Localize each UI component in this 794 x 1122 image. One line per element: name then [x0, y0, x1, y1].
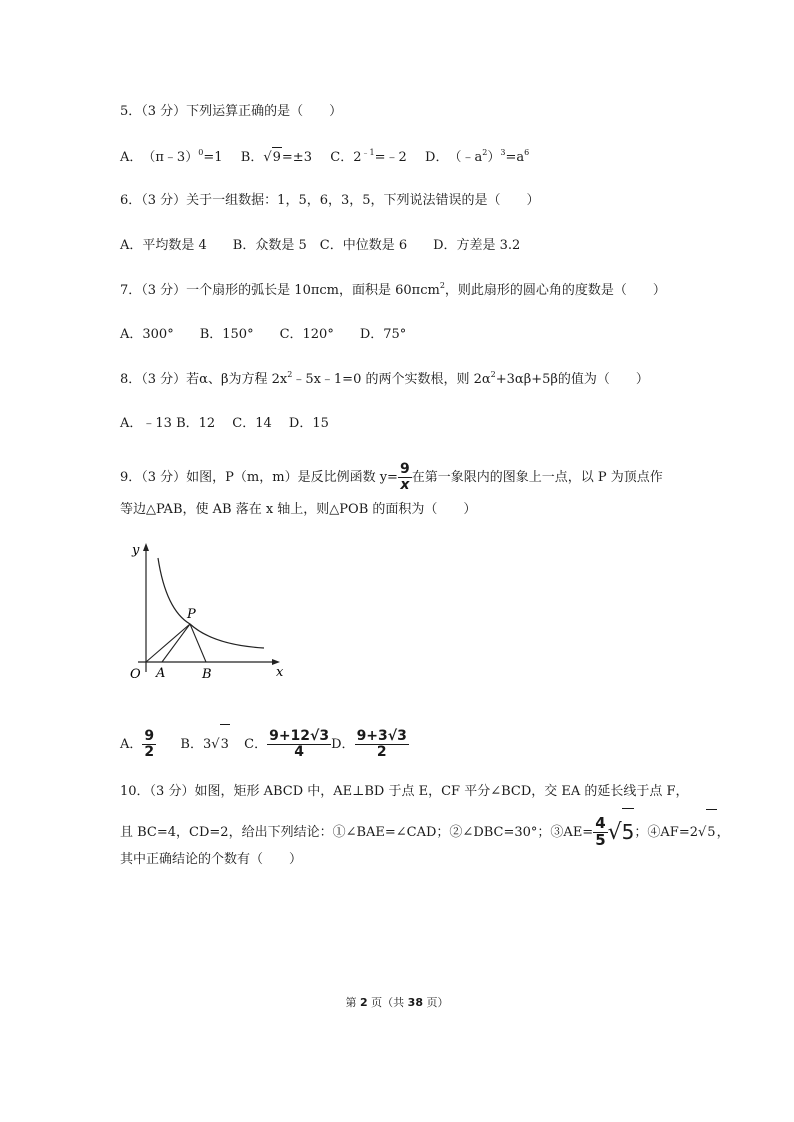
sqrt-symbol: √9 — [263, 147, 282, 168]
fraction-9-over-x: $\frac{9}{x}$ — [399, 461, 410, 493]
label-o: O — [130, 667, 141, 682]
q6-stem: 6．（3 分）关于一组数据：1，5，6，3，5，下列说法错误的是（ ） — [120, 193, 540, 208]
q10-line1: 10．（3 分）如图，矩形 ABCD 中，AE⊥BD 于点 E，CF 平分∠BCD，交 EA 的延长线于点 F， — [120, 784, 689, 799]
sqrt-symbol: √5 — [608, 808, 635, 856]
label-x: x — [276, 665, 284, 680]
q10-line3: 其中正确结论的个数有（ ） — [120, 852, 303, 867]
q8-options: A．﹣13 B．12 C．14 D．15 — [120, 416, 329, 431]
q9-options: A． $\frac{9}{2}$ B．3√3 C． $\frac{9+12√3}{4}$ D． $\frac{9+3√3}{2}$ — [120, 724, 409, 765]
q9-stem-line2: 等边△PAB，使 AB 落在 x 轴上，则△POB 的面积为（ ） — [120, 502, 477, 517]
hyperbola-curve — [158, 558, 264, 648]
q10-line2: 且 BC=4，CD=2，给出下列结论：①∠BAE=∠CAD；②∠DBC=30°；③AE= $\frac{4}{5}$ √5；④AF=2√5， — [120, 808, 730, 856]
q9-stem: 9．（3 分）如图，P（m，m）是反比例函数 y= $\frac{9}{x}$ 在第一象限内的图象上一点，以 P 为顶点作 — [120, 461, 663, 493]
segment-pa — [162, 624, 190, 662]
page-footer: 第 2 页（共 38 页） — [345, 996, 449, 1009]
sqrt-symbol: √5 — [698, 809, 717, 856]
fraction-option-c: $\frac{9+12√3}{4}$ — [269, 728, 330, 760]
q8-stem: 8．（3 分）若α、β为方程 $2x^2﹣5x﹣1=0$ 的两个实数根，则 $2\alpha^2+3\alpha\beta+5\beta$的值为（ ） — [120, 370, 649, 387]
label-b: B — [202, 667, 212, 682]
segment-op — [146, 624, 190, 662]
q7-stem: 7．（3 分）一个扇形的弧长是 10πcm，面积是 60πcm$^2$，则此扇形的圆心角的度数是（ ） — [120, 281, 666, 298]
fraction-option-d: $\frac{9+3√3}{2}$ — [356, 728, 407, 760]
y-axis-arrow — [143, 543, 149, 551]
label-p: P — [187, 607, 196, 622]
sqrt-symbol: √3 — [211, 724, 230, 765]
fraction-4-over-5: $\frac{4}{5}$ — [595, 813, 606, 849]
q7-options: A．300° B．150° C．120° D．75° — [120, 327, 407, 342]
label-y: y — [132, 543, 140, 558]
q5-stem: 5．（3 分）下列运算正确的是（ ） — [120, 104, 343, 119]
q6-options: A．平均数是 4 B．众数是 5 C．中位数是 6 D．方差是 3.2 — [120, 238, 521, 253]
label-a: A — [156, 666, 166, 681]
q9-figure — [118, 540, 293, 685]
fraction-9-over-2: $\frac{9}{2}$ — [144, 728, 155, 760]
q5-options: A．（π﹣3）$^0$=1 B．√9=±3 C．$2^{﹣1}=﹣2$ D．$(﹣a^2)^3=a^6$ — [120, 147, 529, 168]
